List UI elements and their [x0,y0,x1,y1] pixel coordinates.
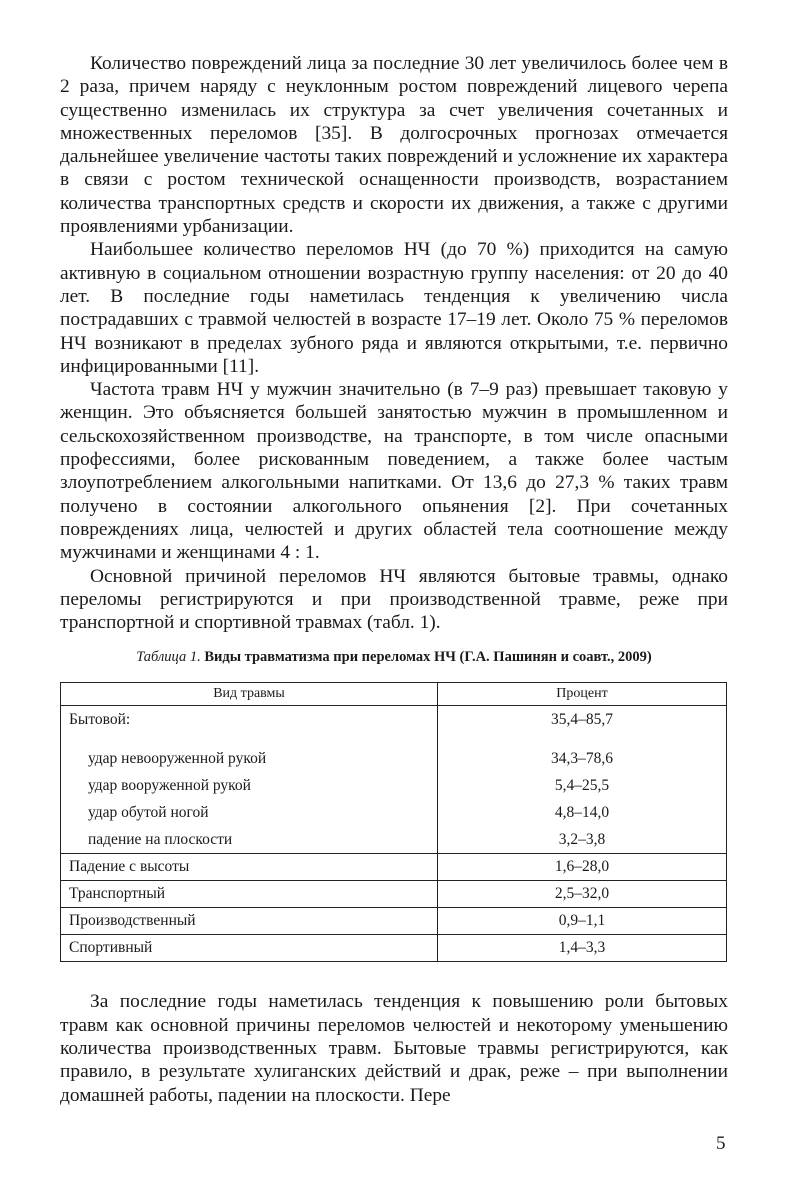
table-caption-label: Таблица 1. [136,649,201,666]
table-spacer-row [61,733,727,745]
row-label: Транспортный [61,881,438,908]
paragraph-4: Основной причиной переломов НЧ являются бытовые травмы, однако переломы регистрируются и при производственной травме, реже при транспортной и спортивной травмах (табл. 1). [60,565,728,634]
header-injury-type: Вид травмы [61,683,438,706]
closing-paragraph: За последние годы наметилась тенденция к повышению роли бытовых травм как основной причины переломов челюстей и некоторому уменьшению количества производственных травм. Бытовые травмы регистрируются, как правило, в результате хулиганских действий и драк, реже – при выполнении домашней работы, падении на плоскости. Пере [60,991,728,1106]
table-row [61,706,727,734]
page-body [60,52,728,1107]
row-label: Спортивный [61,935,438,962]
row-value: 1,6–28,0 [438,854,727,881]
row-label: Падение с высоты [61,854,438,881]
table-row [61,935,727,962]
row-label: Бытовой: [61,706,438,734]
table-caption [60,648,728,666]
table-row [61,772,727,799]
row-value: 34,3–78,6 [438,745,727,772]
page-number: 5 [716,1133,726,1154]
row-label: удар невооруженной рукой [61,745,438,772]
row-value: 0,9–1,1 [438,908,727,935]
table-row [61,745,727,772]
table-row [61,826,727,854]
row-label: Производственный [61,908,438,935]
injury-types-table [60,682,727,962]
table-row [61,854,727,881]
table-caption-title: Виды травматизма при переломах НЧ (Г.А. Пашинян и соавт., 2009) [204,649,652,666]
table-row [61,908,727,935]
row-value: 5,4–25,5 [438,772,727,799]
table-header-row [61,683,727,706]
paragraph-3: Частота травм НЧ у мужчин значительно (в 7–9 раз) превышает таковую у женщин. Это объясняется большей занятостью мужчин в промышленном и сельскохозяйственном производстве, на транспорте, в том числе опасными профессиями, более рискованным поведением, а также более частым злоупотреблением алкогольными напитками. От 13,6 до 27,3 % таких травм получено в состоянии алкогольного опьянения [2]. При сочетанных повреждениях лица, челюстей и других областей тела соотношение между мужчинами и женщинами 4 : 1. [60,379,728,564]
paragraph-2: Наибольшее количество переломов НЧ (до 70 %) приходится на самую активную в социальном отношении возрастную группу населения: от 20 до 40 лет. В последние годы наметилась тенденция к увеличению числа пострадавших с травмой челюстей в возрасте 17–19 лет. Около 75 % переломов НЧ возникают в пределах зубного ряда и являются открытыми, т.е. первично инфицированными [11]. [60,239,728,377]
row-label: падение на плоскости [61,826,438,854]
table-row [61,881,727,908]
header-percent: Процент [438,683,727,706]
row-label: удар вооруженной рукой [61,772,438,799]
paragraph-1: Количество повреждений лица за последние 30 лет увеличилось более чем в 2 раза, причем наряду с неуклонным ростом повреждений лицевого черепа существенно изменилась их структура за счет увеличения сочетанных и множественных переломов [35]. В долгосрочных прогнозах отмечается дальнейшее увеличение частоты таких повреждений и усложнение их характера в связи с ростом технической оснащенности производств, возрастанием количества транспортных средств и скорости их движения, а также с другими проявлениями урбанизации. [60,53,728,238]
row-value: 35,4–85,7 [438,706,727,734]
row-value: 3,2–3,8 [438,826,727,854]
table-row [61,799,727,826]
row-value: 1,4–3,3 [438,935,727,962]
row-value: 4,8–14,0 [438,799,727,826]
row-label: удар обутой ногой [61,799,438,826]
row-value: 2,5–32,0 [438,881,727,908]
